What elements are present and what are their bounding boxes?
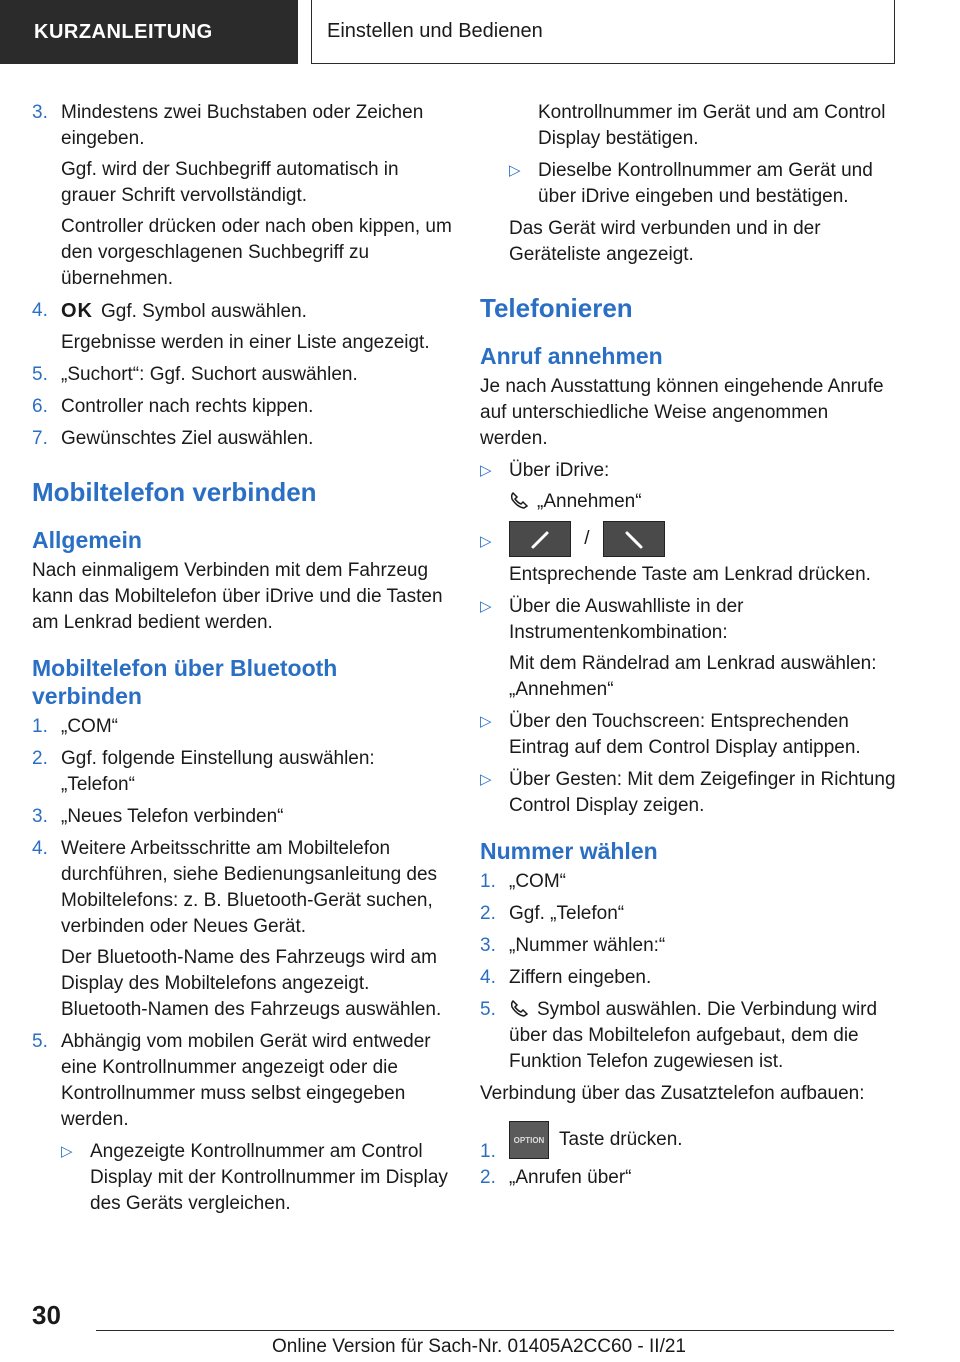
subsection-heading: Allgemein — [32, 527, 142, 553]
subsection-heading: Mobiltelefon über Bluetooth verbinden — [32, 655, 338, 709]
phone-icon — [509, 490, 529, 510]
bullet-item: ▷ / Entsprechende Taste am Lenkrad drücken. — [480, 521, 900, 588]
list-item: 4. OK Ggf. Symbol auswählen. Ergebnisse werden in einer Liste angezeigt. — [32, 300, 430, 353]
list-item: 3. „Nummer wählen:“ — [480, 935, 666, 956]
sub-bullet: ▷ Angezeigte Kontrollnummer am Control Display mit der Kontrollnummer im Display des Geräts vergleichen. — [61, 1141, 448, 1214]
bullet-item: ▷ Über die Auswahlliste in der Instrumentenkombination: Mit dem Rändelrad am Lenkrad auswählen: „Annehmen“ — [480, 596, 877, 700]
footer-divider — [96, 1330, 894, 1331]
triangle-bullet-icon: ▷ — [480, 598, 492, 615]
list-item: 1. „COM“ — [32, 716, 118, 737]
list-item: 4. Weitere Arbeitsschritte am Mobiltelefon durchführen, siehe Bedienungsanleitung des Mobiltelefons: z. B. Bluetooth-Gerät suchen, verbinden oder Neues Gerät. Der Bluetooth-Name des Fahrzeugs wird am Display des Mobiltelefons angezeigt. Bluetooth-Namen des Fahrzeugs auswählen. — [32, 838, 442, 1020]
list-item: 4. Ziffern eingeben. — [480, 967, 652, 988]
page-header — [0, 0, 960, 66]
list-item: 2. Ggf. folgende Einstellung auswählen: „Telefon“ — [32, 748, 375, 795]
chapter-tab: KURZANLEITUNG — [0, 0, 298, 64]
section-heading: Mobiltelefon verbinden — [32, 477, 317, 507]
triangle-bullet-icon: ▷ — [480, 713, 492, 730]
right-column: Kontrollnummer im Gerät und am Control Display bestätigen. ▷ Dieselbe Kontrollnummer am Gerät und über iDrive eingeben und bestätigen. Das Gerät wird verbunden und in der Geräteliste angezeigt. Telefonieren Anruf annehmen Je nach Ausstattung können eingehende Anrufe auf unterschiedliche Weise angenommen werden. ▷ Über iDrive: „Annehmen“ ▷ / Entsprechende Taste am Lenkrad drücken. ▷ Über die Auswahlliste in der Instrumentenkombination: Mit dem Rändelrad am Lenkrad auswählen: „Annehmen“ ▷ Über den Touchscreen: Entsprechenden Eintrag auf dem Control Display antippen. ▷ Über Gesten: Mit dem Zeigefinger in Richtung Control Display zeigen. Nummer wählen 1. „COM“ 2. Ggf. „Telefon“ 3. „Nummer wählen:“ 4. Ziffern eingeben. 5. Symbol auswählen. Die Verbindung wird über das Mobiltelefon aufgebaut, dem die Funktion Telefon zugewiesen ist. Verbindung über das Zusatztelefon aufbauen: 1. OPTION Taste drücken. 2. „Anrufen über“ — [480, 100, 900, 1197]
list-item: 3. Mindestens zwei Buchstaben oder Zeichen eingeben. Ggf. wird der Suchbegriff automatisch in grauer Schrift vervollständigt. Controller drücken oder nach oben kippen, um den vorgeschlagenen Suchbegriff zu übernehmen. — [32, 102, 452, 289]
paragraph: Nach einmaligem Verbinden mit dem Fahrzeug kann das Mobiltelefon über iDrive und die Tasten am Lenkrad bedient werden. — [32, 560, 443, 633]
list-item: 5. Abhängig vom mobilen Gerät wird entweder eine Kontrollnummer angezeigt oder die Kontrollnummer muss selbst eingegeben werden. ▷ Angezeigte Kontrollnummer am Control Display mit der Kontrollnummer im Display des Geräts vergleichen. — [32, 1029, 452, 1217]
list-item: 6. Controller nach rechts kippen. — [32, 396, 314, 417]
option-key-icon: OPTION — [509, 1121, 549, 1159]
list-item: 2. Ggf. „Telefon“ — [480, 903, 625, 924]
list-item: 5. Symbol auswählen. Die Verbindung wird über das Mobiltelefon aufgebaut, dem die Funktion Telefon zugewiesen ist. — [480, 999, 878, 1072]
list-item: 1. „COM“ — [480, 871, 566, 892]
subsection-heading: Anruf annehmen — [480, 343, 663, 369]
triangle-bullet-icon: ▷ — [61, 1143, 73, 1160]
subsection-heading: Nummer wählen — [480, 838, 658, 864]
section-title: Einstellen und Bedienen — [311, 0, 895, 64]
section-heading: Telefonieren — [480, 293, 633, 323]
sub-bullet: ▷ Dieselbe Kontrollnummer am Gerät und über iDrive eingeben und bestätigen. — [509, 160, 873, 207]
list-item: 2. „Anrufen über“ — [480, 1167, 632, 1188]
end-call-key-icon — [603, 521, 665, 557]
list-item: 1. OPTION Taste drücken. — [480, 1121, 900, 1159]
bullet-item: ▷ Über iDrive: „Annehmen“ — [480, 460, 642, 512]
bullet-item: ▷ Über Gesten: Mit dem Zeigefinger in Richtung Control Display zeigen. — [480, 769, 896, 816]
left-column — [32, 100, 452, 1223]
footer-text: Online Version für Sach-Nr. 01405A2CC60 - II/21 — [272, 1336, 687, 1357]
triangle-bullet-icon: ▷ — [509, 162, 521, 179]
list-item: 3. „Neues Telefon verbinden“ — [32, 806, 284, 827]
triangle-bullet-icon: ▷ — [480, 771, 492, 788]
triangle-bullet-icon: ▷ — [480, 462, 492, 479]
page-number: 30 — [32, 1300, 61, 1330]
triangle-bullet-icon: ▷ — [480, 533, 492, 550]
ok-icon: OK — [61, 300, 93, 322]
bullet-item: ▷ Über den Touchscreen: Entsprechenden Eintrag auf dem Control Display antippen. — [480, 711, 861, 758]
phone-icon — [509, 998, 529, 1018]
paragraph: Je nach Ausstattung können eingehende Anrufe auf unterschiedliche Weise angenommen werden. — [480, 376, 884, 449]
accept-call-key-icon — [509, 521, 571, 557]
list-item: 7. Gewünschtes Ziel auswählen. — [32, 428, 314, 449]
paragraph: Verbindung über das Zusatztelefon aufbauen: — [480, 1083, 865, 1104]
list-item: 5. „Suchort“: Ggf. Suchort auswählen. — [32, 364, 358, 385]
